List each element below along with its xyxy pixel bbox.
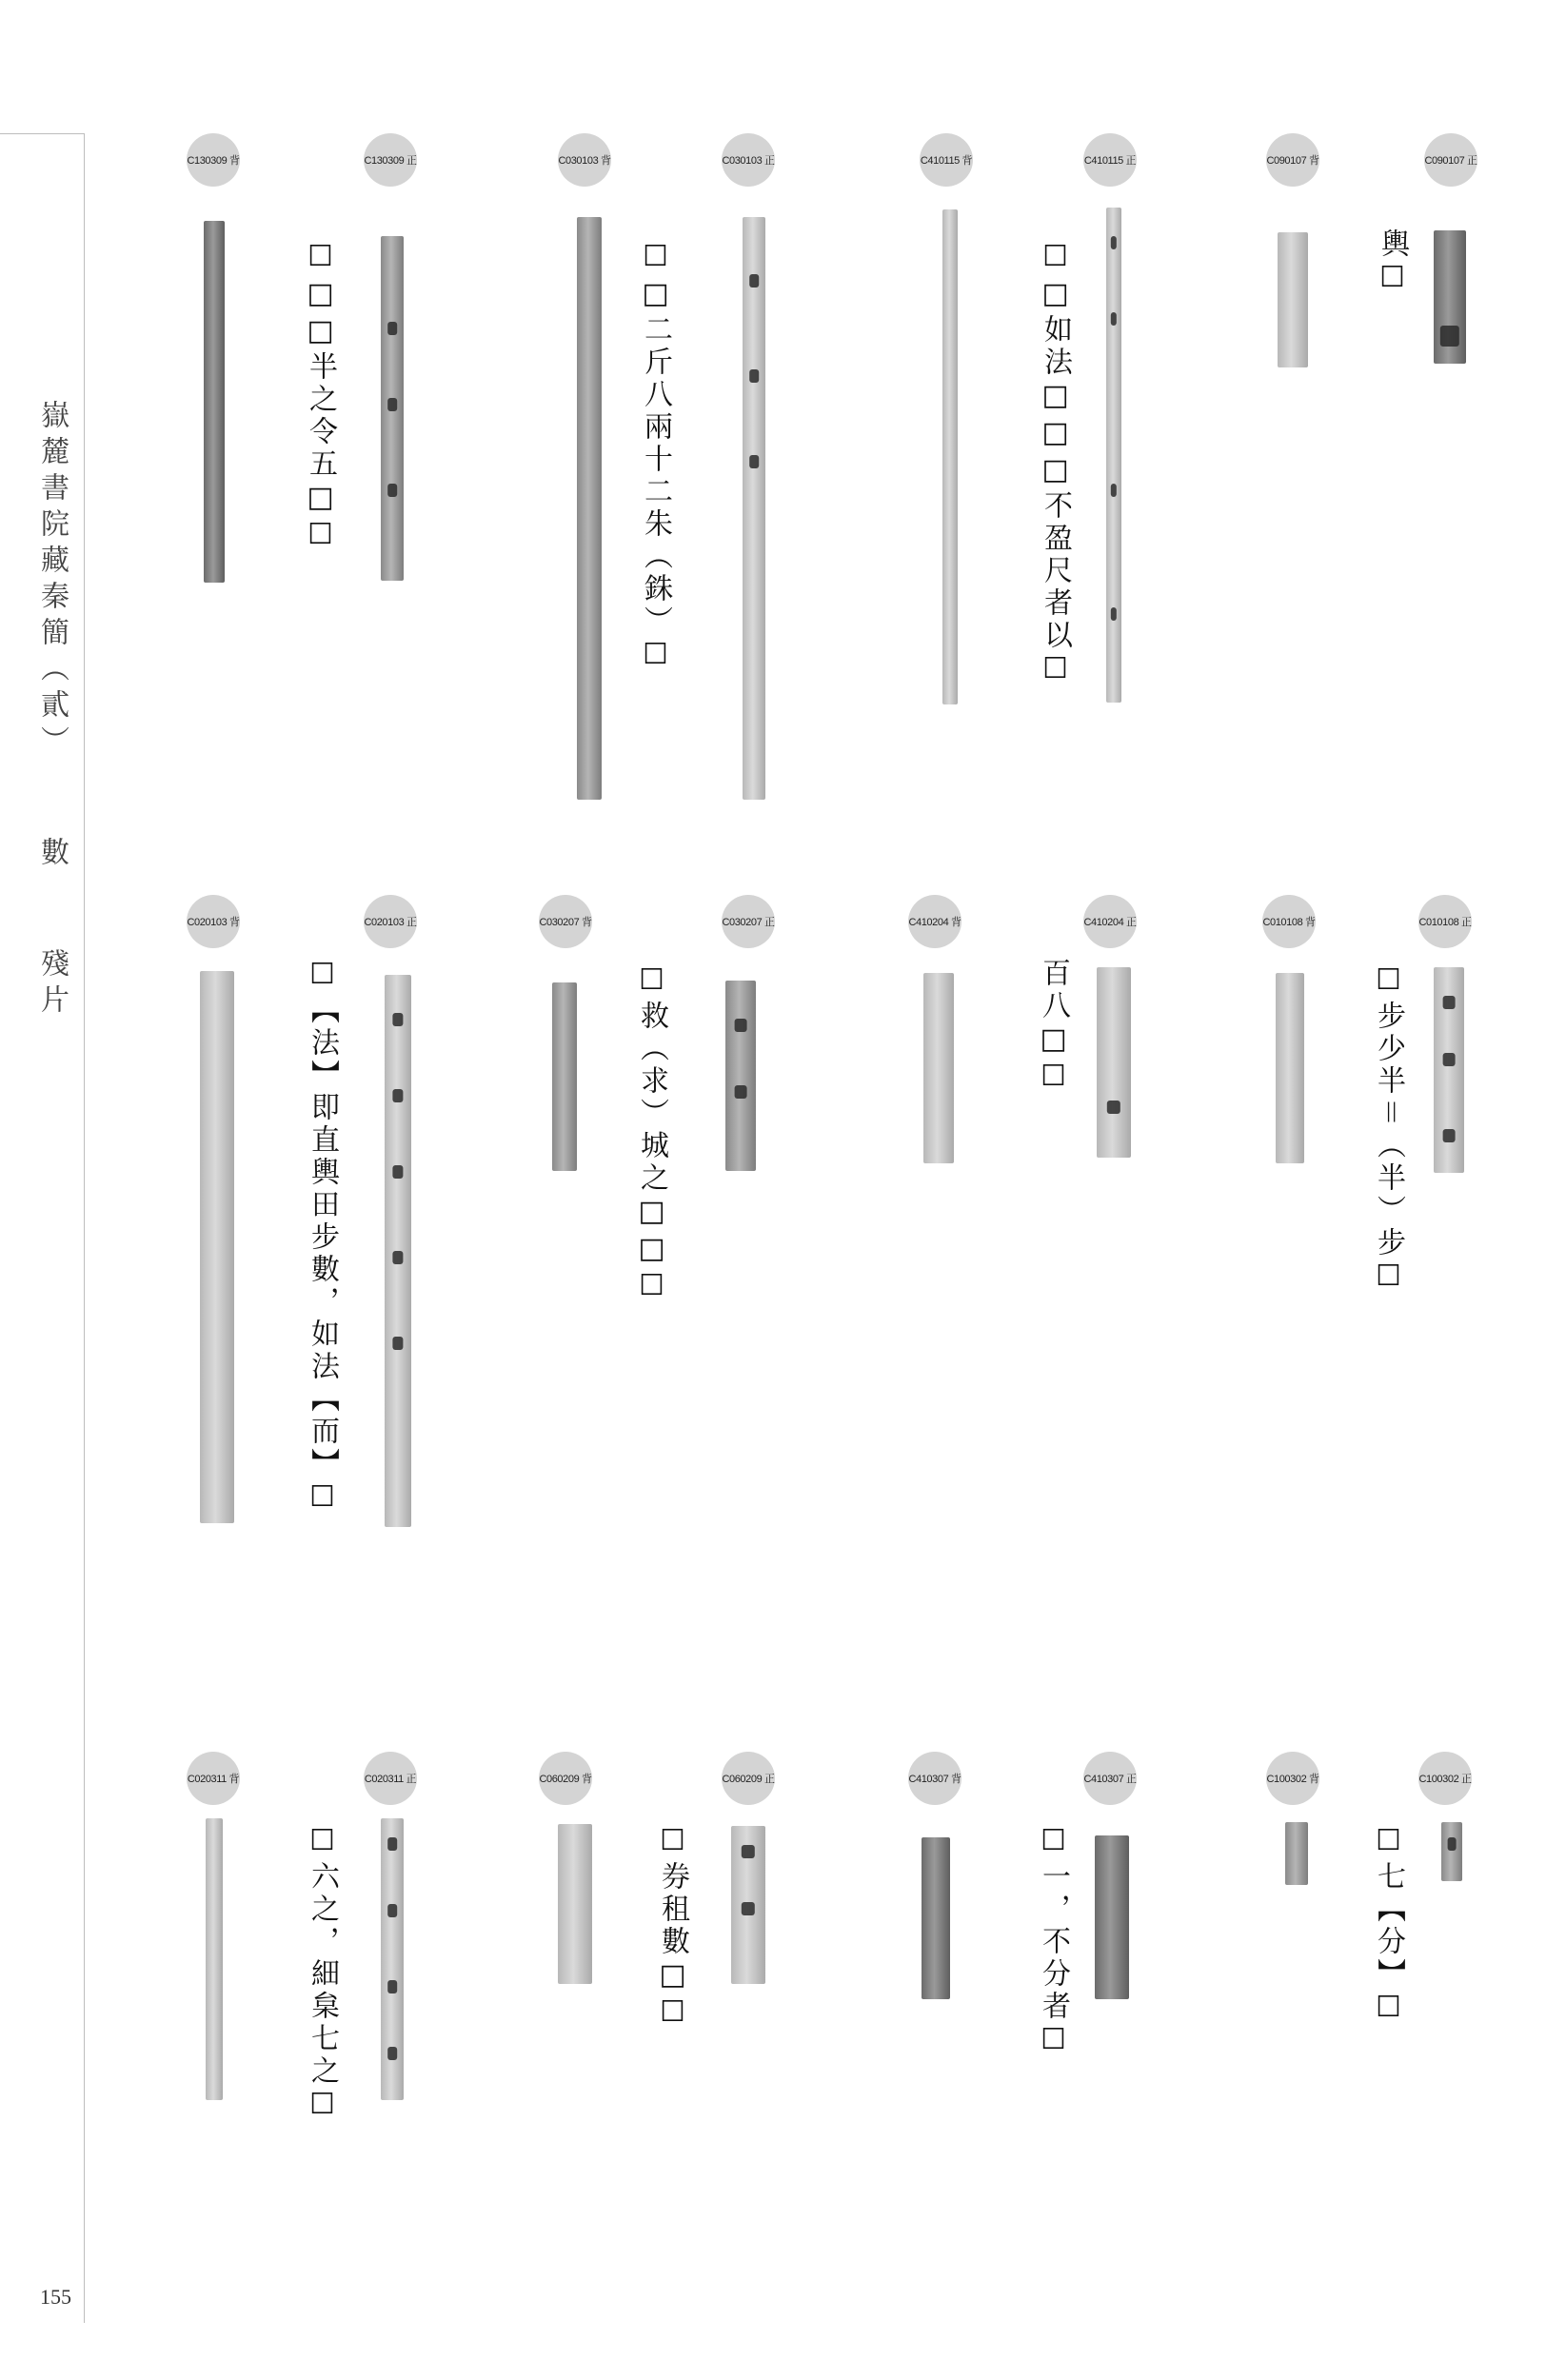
slip-label: C090107 正 <box>1424 133 1477 187</box>
slip-label: C020311 背 <box>187 1752 240 1805</box>
slip-label: C020311 正 <box>364 1752 417 1805</box>
slip-transcription: ☐一，不分者☐ <box>1037 1824 1070 2060</box>
slip-transcription: 輿☐ <box>1376 228 1409 298</box>
slip-label: C410307 背 <box>908 1752 961 1805</box>
slip-label: C060209 背 <box>539 1752 592 1805</box>
slip-image <box>942 209 958 704</box>
slip-image <box>577 217 602 800</box>
slip-transcription: ☐步少半＝（半）步☐ <box>1372 963 1405 1297</box>
margin-rule <box>84 133 85 2323</box>
slip-image <box>206 1818 223 2100</box>
slip-image <box>923 973 954 1163</box>
slip-label: C020103 背 <box>187 895 240 948</box>
slip-image <box>731 1826 765 1984</box>
slip-image <box>1097 967 1131 1158</box>
slip-label: C410307 正 <box>1083 1752 1137 1805</box>
slip-image <box>1095 1835 1129 1999</box>
slip-transcription: ☐券租數□☐ <box>656 1824 689 2033</box>
slip-image <box>725 981 756 1171</box>
slip-image <box>1285 1822 1308 1885</box>
slip-label: C030207 正 <box>722 895 775 948</box>
slip-image <box>1106 208 1121 703</box>
slip-image <box>552 982 577 1171</box>
slip-label: C410115 正 <box>1083 133 1137 187</box>
slip-transcription: ☐【法】即直輿田步數，如法【而】☐ <box>306 958 339 1517</box>
slip-image <box>381 236 404 581</box>
slip-image <box>558 1824 592 1984</box>
slip-label: C030103 正 <box>722 133 775 187</box>
slip-transcription: ☐七【分】☐ <box>1372 1824 1405 2028</box>
slip-transcription: ☐□如法□□□不盈尺者以☐ <box>1039 240 1072 689</box>
section-title: 數 <box>35 837 69 873</box>
slip-label: C410115 背 <box>920 133 973 187</box>
slip-transcription: 百八□☐ <box>1037 958 1070 1097</box>
slip-transcription: ☐救（求）城之□□☐ <box>635 963 668 1306</box>
slip-image <box>204 221 225 583</box>
slip-label: C030103 背 <box>558 133 611 187</box>
book-title: 嶽麓書院藏秦簡（貳） <box>35 400 69 762</box>
slip-image <box>1434 967 1464 1173</box>
slip-image <box>1278 232 1308 367</box>
slip-label: C100302 背 <box>1266 1752 1319 1805</box>
slip-image <box>922 1837 950 1999</box>
slip-label: C020103 正 <box>364 895 417 948</box>
running-title <box>35 400 72 1021</box>
slip-image <box>1441 1822 1462 1881</box>
page-number: 155 <box>40 2285 71 2309</box>
slip-image <box>200 971 234 1523</box>
slip-transcription: ☐□□半之令五□☐ <box>304 240 337 555</box>
slip-label: C090107 背 <box>1266 133 1319 187</box>
slip-image <box>743 217 765 800</box>
slip-image <box>1434 230 1466 364</box>
subsection-title: 殘片 <box>35 948 69 1021</box>
slip-label: C010108 背 <box>1262 895 1316 948</box>
slip-label: C410204 正 <box>1083 895 1137 948</box>
slip-label: C130309 正 <box>364 133 417 187</box>
slip-image <box>381 1818 404 2100</box>
slip-label: C030207 背 <box>539 895 592 948</box>
slip-image <box>1276 973 1304 1163</box>
slip-label: C410204 背 <box>908 895 961 948</box>
slip-label: C130309 背 <box>187 133 240 187</box>
slip-label: C100302 正 <box>1418 1752 1472 1805</box>
slip-transcription: ☐六之，細枲七之☐ <box>306 1824 339 2125</box>
slip-label: C010108 正 <box>1418 895 1472 948</box>
slip-transcription: ☐□二斤八兩十二朱（銖）☐ <box>639 240 672 675</box>
slip-image <box>385 975 411 1527</box>
slip-label: C060209 正 <box>722 1752 775 1805</box>
